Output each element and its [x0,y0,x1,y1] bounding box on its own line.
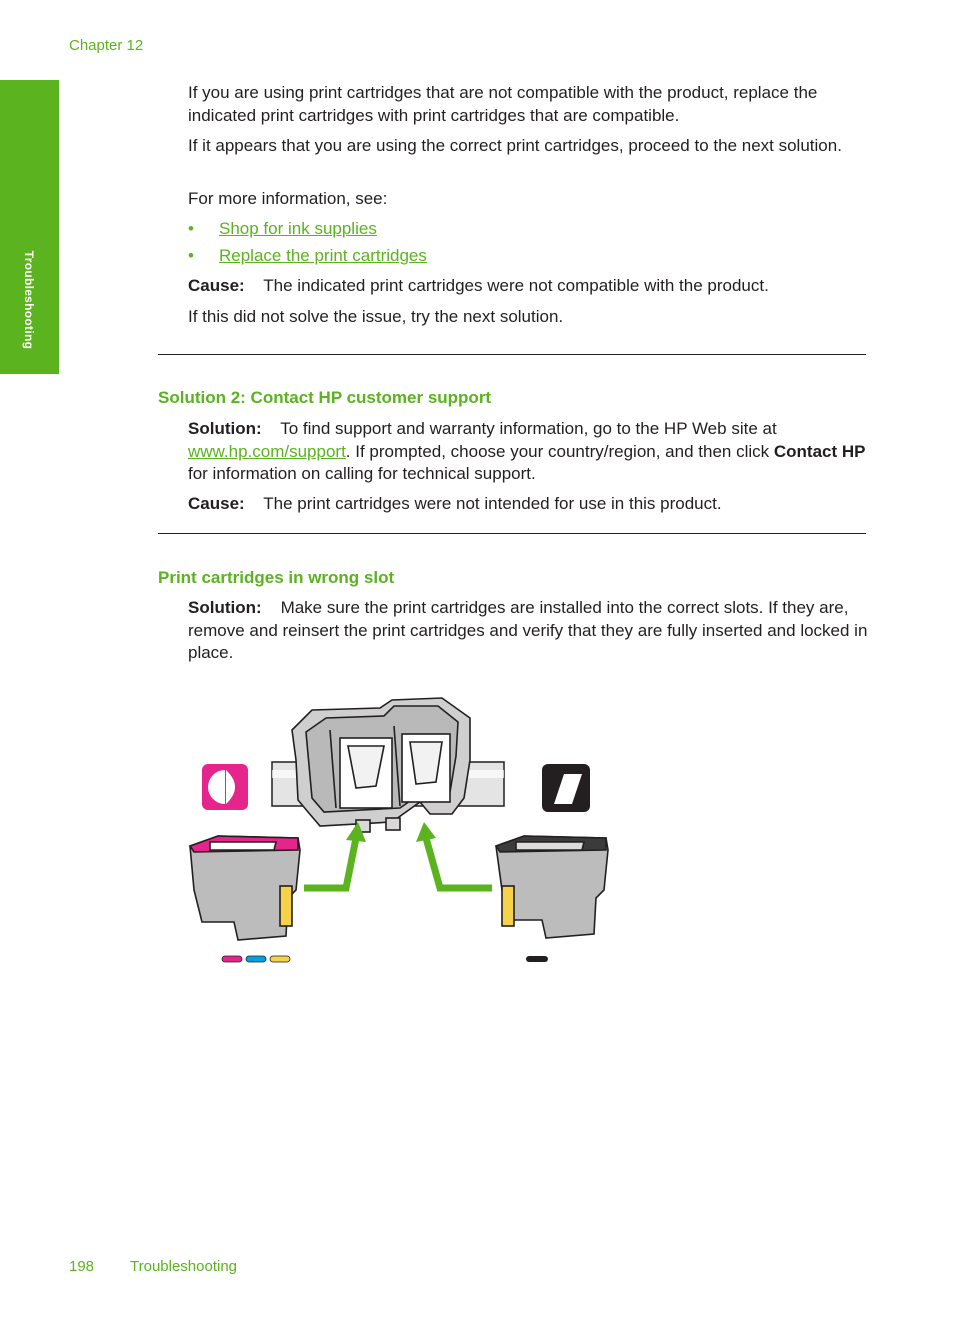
divider [158,533,866,534]
solution2-heading: Solution 2: Contact HP customer support [158,388,492,407]
divider [158,354,866,355]
intro-paragraph-2: If it appears that you are using the correct print cartridges, proceed to the next solution. [188,136,842,155]
list-item [188,245,427,267]
intro-paragraph-1: If you are using print cartridges that are not compatible with the product, replace the indicated print cartridges with print cartridges that are compatible. [188,83,818,125]
chapter-label: Chapter 12 [69,37,144,54]
bullet-icon: • [188,246,194,265]
ink-swatch [222,956,242,962]
side-tab-label: Troubleshooting [22,250,36,350]
print-carriage [292,698,470,832]
solution-label: Solution: [188,598,262,617]
solution-label: Solution: [188,419,262,438]
intro-paragraph-3: For more information, see: [188,189,388,208]
ink-swatch [246,956,266,962]
contact-hp-label: Contact HP [773,441,866,461]
hp-support-link[interactable]: www.hp.com/support [188,441,346,461]
bullet-icon: • [188,219,194,238]
replace-cartridges-link[interactable]: Replace the print cartridges [219,246,427,265]
solution2-cause-paragraph [188,493,868,516]
solution-text: To find support and warranty information, go to the HP Web site at [280,419,777,438]
black-ink-swatch [526,956,548,962]
cause-label: Cause: [188,276,245,295]
solution2-paragraph [188,418,868,486]
arrow-icon [426,838,492,888]
ink-swatch [270,956,290,962]
black-cartridge [496,836,608,938]
solution-text: Make sure the print cartridges are installed into the correct slots. If they are, remove and reinsert the print cartridges and verify that they are fully inserted and locked in place. [188,598,868,662]
page-number: 198 [69,1258,95,1275]
list-item [188,218,377,240]
footer-section: Troubleshooting [130,1258,238,1275]
cartridge-installation-illustration [180,690,620,975]
cause-text: The indicated print cartridges were not compatible with the product. [263,276,769,295]
arrow-icon [304,838,356,888]
arrow-head-icon [416,822,436,842]
tricolor-ink-swatches [222,956,290,962]
next-solution-text: If this did not solve the issue, try the next solution. [188,307,564,326]
wrong-slot-heading: Print cartridges in wrong slot [158,568,395,587]
cause-text: The print cartridges were not intended for use in this product. [263,494,722,513]
cause-paragraph [188,275,868,298]
shop-ink-link[interactable]: Shop for ink supplies [219,219,377,238]
solution-text: . If prompted, choose your country/region, and then click [345,441,770,461]
tricolor-cartridge [190,836,300,940]
cause-label: Cause: [188,494,245,513]
wrong-slot-paragraph [188,597,868,665]
solution-text: for information on calling for technical support. [188,464,536,483]
